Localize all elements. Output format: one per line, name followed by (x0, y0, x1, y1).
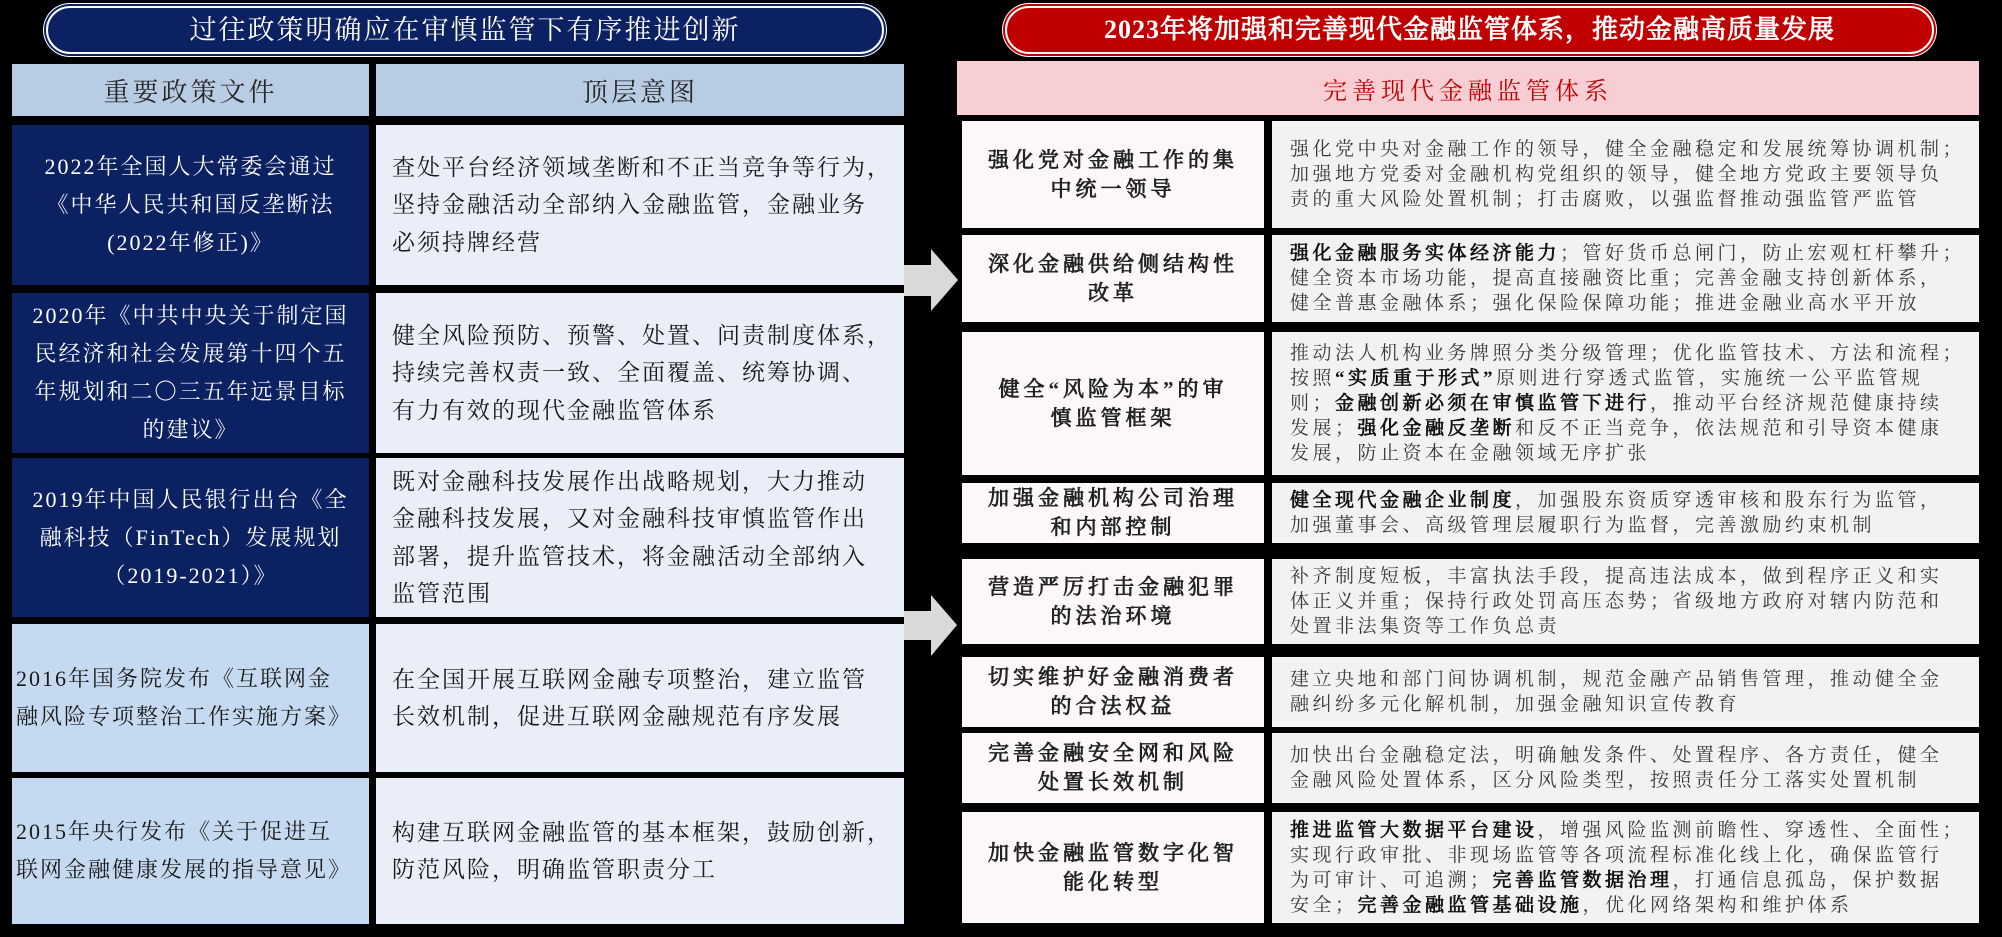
text-line (1290, 743, 1979, 768)
body-text: ，优化网络架构和维护体系 (1582, 894, 1853, 916)
text-line (1290, 266, 1979, 291)
body-text: 长效机制，促进互联网金融规范有序发展 (392, 704, 842, 729)
body-text: ，打通信息孤岛，保护数据 (1672, 869, 1943, 891)
body-text: 构建互联网金融监管的基本框架，鼓励创新， (392, 819, 892, 845)
body-text: 在全国开展互联网金融专项整治，建立监管 (392, 666, 867, 692)
body-text: 有力有效的现代金融监管体系 (392, 397, 717, 423)
body-text: 强化党中央对金融工作的领导，健全金融稳定和发展统筹协调机制； (1290, 139, 1966, 160)
policy-intent-cell (376, 624, 904, 772)
text-line (392, 500, 904, 538)
body-text: 慎监管框架 (1050, 405, 1176, 430)
body-text: 营造严厉打击金融犯罪 (988, 574, 1238, 599)
body-text: ，推动平台经济规范健康持续 (1650, 393, 1943, 414)
emphasis-text: “实质重于形式” (1335, 368, 1497, 389)
right-panel-header: 完善现代金融监管体系 (957, 61, 1979, 115)
body-text: 健全普惠金融体系；强化保险保障功能；推进金融业高水平开放 (1290, 293, 1921, 314)
measure-title-cell (962, 121, 1264, 228)
text-line (962, 484, 1264, 513)
text-line (392, 463, 904, 501)
text-line (1290, 893, 1979, 918)
body-text: 体正义并重；保持行政处罚高压态势；省级地方政府对辖内防范和 (1290, 591, 1943, 612)
right-arrow-icon (904, 249, 958, 311)
measure-detail-cell (1272, 559, 1979, 644)
text-line (1290, 366, 1979, 391)
body-text: 处置长效机制 (1038, 770, 1188, 794)
column-header-top-level-intent: 顶层意图 (376, 64, 904, 116)
text-line (962, 279, 1264, 308)
text-line (1290, 589, 1979, 614)
text-line (12, 224, 369, 262)
text-line (392, 851, 904, 889)
body-text: 中统一领导 (1050, 176, 1176, 201)
emphasis-text: 金融创新必须在审慎监管下进行 (1335, 393, 1651, 414)
measure-title-cell (962, 235, 1264, 322)
body-text: 加强地方党委对金融机构党组织的领导，健全地方党政主要领导负 (1290, 164, 1943, 185)
body-text: 责的重大风险处置机制；打击腐败，以强监督推动强监管严监管 (1290, 189, 1921, 210)
text-line (12, 557, 369, 595)
measure-title-cell (962, 559, 1264, 644)
text-line (1290, 513, 1979, 538)
body-text: 金融风险处置体系，区分风险类型，按照责任分工落实处置机制 (1290, 770, 1921, 791)
body-text: 融风险专项整治工作实施方案》 (16, 704, 353, 729)
body-text: 完善金融安全网和风险 (988, 741, 1238, 765)
text-line (962, 146, 1264, 175)
text-line (962, 250, 1264, 279)
text-line (12, 411, 369, 449)
measure-title-cell (962, 483, 1264, 543)
text-line (1290, 391, 1979, 416)
policy-intent-cell (376, 458, 904, 617)
policy-document-cell (12, 458, 369, 617)
body-text: 防范风险，明确监管职责分工 (392, 857, 717, 882)
text-line (1290, 441, 1979, 466)
body-text: 的法治环境 (1050, 603, 1176, 628)
body-text: 既对金融科技发展作出战略规划，大力推动 (392, 468, 867, 494)
body-text: 2020年《中共中央关于制定国 (32, 303, 349, 328)
text-line (1290, 564, 1979, 589)
text-line (962, 175, 1264, 204)
text-line (1290, 614, 1979, 639)
body-text: 安全； (1290, 894, 1358, 916)
body-text: 实现行政审批、非现场监管等各项流程标准化线上化，确保监管行 (1290, 844, 1943, 866)
body-text: 必须持牌经营 (392, 229, 542, 255)
body-text: 能化转型 (1063, 869, 1163, 894)
text-line (962, 375, 1264, 404)
body-text: 的合法权益 (1050, 694, 1176, 718)
body-text: 强化党对金融工作的集 (988, 147, 1238, 172)
body-text: ，增强风险监测前瞻性、穿透性、全面性； (1537, 819, 1966, 841)
text-line (1290, 488, 1979, 513)
body-text: 健全风险预防、预警、处置、问责制度体系， (392, 322, 892, 348)
body-text: 改革 (1088, 280, 1138, 305)
text-line (12, 186, 369, 224)
body-text: 发展，防止资本在金融领域无序扩张 (1290, 443, 1651, 464)
body-text: 融纠纷多元化解机制，加强金融知识宣传教育 (1290, 694, 1741, 715)
text-line (16, 813, 369, 851)
body-text: ；管好货币总闸门，防止宏观杠杆攀升； (1560, 243, 1966, 264)
emphasis-text: 推进监管大数据平台建设 (1290, 819, 1538, 841)
measure-title-cell (962, 812, 1264, 923)
text-line (392, 224, 904, 262)
right-panel-title: 2023年将加强和完善现代金融监管体系，推动金融高质量发展 (1005, 6, 1934, 54)
text-line (1290, 768, 1979, 793)
body-text: 《中华人民共和国反垄断法 (46, 192, 335, 217)
text-line (392, 317, 904, 355)
text-line (16, 698, 369, 736)
text-line (962, 868, 1264, 897)
policy-document-cell (12, 125, 369, 285)
body-text: 为可审计、可追溯； (1290, 869, 1493, 891)
measure-detail-cell (1272, 657, 1979, 727)
body-text: 融科技（FinTech）发展规划 (39, 524, 342, 550)
text-line (392, 149, 904, 187)
body-text: （2019-2021）》 (103, 562, 278, 588)
emphasis-text: 完善金融监管基础设施 (1357, 894, 1583, 916)
policy-document-cell (12, 293, 369, 453)
policy-intent-cell (376, 778, 904, 924)
body-text: 推动法人机构业务牌照分类分级管理；优化监管技术、方法和流程； (1290, 343, 1966, 364)
text-line (1290, 692, 1979, 717)
text-line (12, 373, 369, 411)
body-text: 切实维护好金融消费者 (988, 665, 1238, 689)
text-line (1290, 843, 1979, 868)
text-line (962, 839, 1264, 868)
measure-detail-cell (1272, 332, 1979, 475)
body-text: 金融科技发展，又对金融科技审慎监管作出 (392, 506, 867, 531)
body-text: 2019年中国人民银行出台《全 (32, 486, 349, 512)
measure-title-cell (962, 733, 1264, 803)
text-line (1290, 416, 1979, 441)
policy-intent-cell (376, 125, 904, 285)
measure-detail-cell (1272, 812, 1979, 923)
body-text: 和内部控制 (1050, 515, 1176, 539)
body-text: (2022年修正)》 (107, 230, 274, 255)
body-text: 加强董事会、高级管理层履职行为监督，完善激励约束机制 (1290, 515, 1876, 536)
text-line (1290, 868, 1979, 893)
measure-title-cell (962, 657, 1264, 727)
body-text: 健全“风险为本”的审 (998, 376, 1228, 401)
text-line (392, 186, 904, 224)
text-line (962, 602, 1264, 631)
right-arrow-icon (904, 595, 957, 656)
emphasis-text: 健全现代金融企业制度 (1290, 490, 1516, 511)
text-line (962, 663, 1264, 692)
body-text: 加快出台金融稳定法，明确触发条件、处置程序、各方责任，健全 (1290, 745, 1943, 766)
body-text: 部署，提升监管技术，将金融活动全部纳入 (392, 543, 867, 569)
text-line (16, 851, 369, 889)
body-text: 按照 (1290, 368, 1336, 389)
text-line (1290, 818, 1979, 843)
body-text: ，加强股东资质穿透审核和股东行为监管， (1515, 490, 1943, 511)
body-text: 监管范围 (392, 581, 492, 606)
text-line (12, 335, 369, 373)
text-line (962, 768, 1264, 797)
text-line (12, 519, 369, 557)
body-text: 加快金融监管数字化智 (988, 840, 1238, 865)
text-line (1290, 667, 1979, 692)
body-text: 补齐制度短板，丰富执法手段，提高违法成本，做到程序正义和实 (1290, 566, 1943, 587)
text-line (392, 392, 904, 430)
text-line (1290, 241, 1979, 266)
body-text: 健全资本市场功能，提高直接融资比重；完善金融支持创新体系， (1290, 268, 1943, 289)
body-text: 发展； (1290, 418, 1358, 439)
body-text: 处置非法集资等工作负总责 (1290, 616, 1561, 637)
measure-title-cell (962, 332, 1264, 475)
emphasis-text: 强化金融服务实体经济能力 (1290, 243, 1561, 264)
policy-intent-cell (376, 293, 904, 453)
body-text: 的建议》 (142, 417, 239, 442)
text-line (392, 661, 904, 699)
body-text: 建立央地和部门间协调机制，规范金融产品销售管理，推动健全金 (1290, 669, 1943, 690)
left-panel-title: 过往政策明确应在审慎监管下有序推进创新 (46, 6, 884, 54)
body-text: 坚持金融活动全部纳入金融监管，金融业务 (392, 192, 867, 218)
body-text: 联网金融健康发展的指导意见》 (16, 857, 353, 882)
text-line (1290, 291, 1979, 316)
body-text: 和反不正当竞争，依法规范和引导资本健康 (1515, 418, 1943, 439)
emphasis-text: 强化金融反垄断 (1357, 418, 1516, 439)
text-line (962, 692, 1264, 721)
text-line (1290, 187, 1979, 212)
text-line (12, 481, 369, 519)
column-header-policy-documents: 重要政策文件 (12, 64, 369, 116)
text-line (392, 575, 904, 613)
measure-detail-cell (1272, 121, 1979, 228)
body-text: 2015年央行发布《关于促进互 (16, 819, 333, 844)
body-text: 加强金融机构公司治理 (988, 486, 1238, 510)
policy-document-cell (12, 778, 369, 924)
body-text: 2022年全国人大常委会通过 (44, 154, 337, 179)
text-line (16, 660, 369, 698)
measure-detail-cell (1272, 483, 1979, 543)
text-line (1290, 341, 1979, 366)
text-line (392, 354, 904, 392)
text-line (962, 573, 1264, 602)
policy-document-cell (12, 624, 369, 772)
measure-detail-cell (1272, 733, 1979, 803)
body-text: 查处平台经济领域垄断和不正当竞争等行为， (392, 154, 892, 180)
body-text: 2016年国务院发布《互联网金 (16, 666, 333, 691)
text-line (392, 814, 904, 852)
text-line (12, 297, 369, 335)
text-line (12, 148, 369, 186)
text-line (1290, 137, 1979, 162)
text-line (392, 698, 904, 736)
emphasis-text: 完善监管数据治理 (1492, 869, 1673, 891)
measure-detail-cell (1272, 235, 1979, 322)
body-text: 原则进行穿透式监管，实施统一公平监管规 (1496, 368, 1924, 389)
text-line (1290, 162, 1979, 187)
body-text: 则； (1290, 393, 1336, 414)
text-line (962, 404, 1264, 433)
body-text: 持续完善权责一致、全面覆盖、统筹协调、 (392, 360, 867, 386)
text-line (392, 538, 904, 576)
body-text: 深化金融供给侧结构性 (988, 251, 1238, 276)
body-text: 年规划和二〇三五年远景目标 (34, 379, 347, 404)
text-line (962, 739, 1264, 768)
body-text: 民经济和社会发展第十四个五 (34, 341, 347, 366)
text-line (962, 513, 1264, 542)
